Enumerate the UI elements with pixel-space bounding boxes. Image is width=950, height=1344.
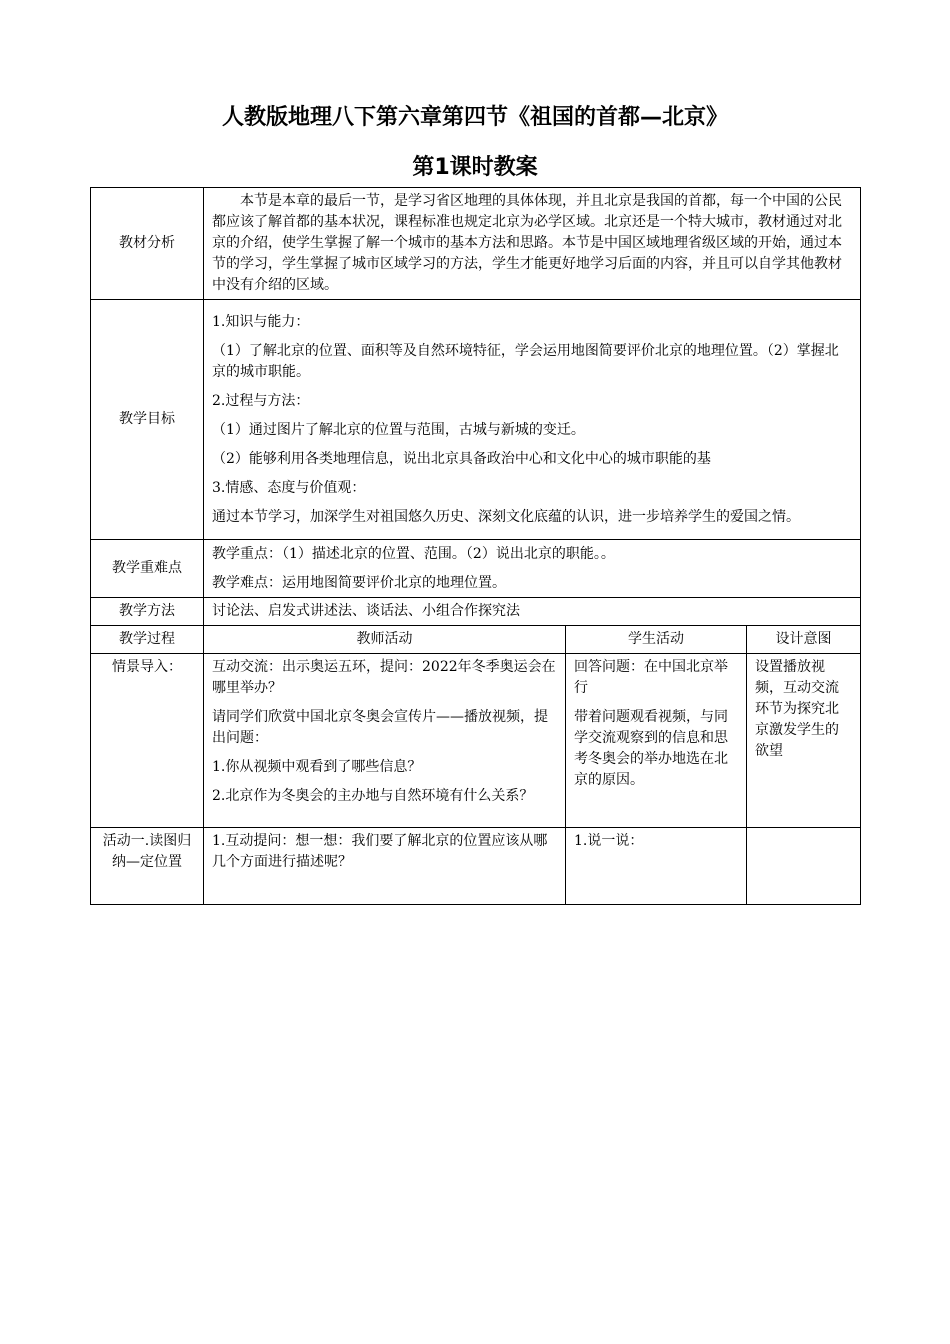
goal-line: 3.情感、态度与价值观： <box>212 479 366 496</box>
goal-line: （1）通过图片了解北京的位置与范围，古城与新城的变迁。 <box>212 421 585 438</box>
intro-teacher <box>204 654 566 828</box>
header-teacher: 教师活动 <box>204 626 566 654</box>
analysis-text: 本节是本章的最后一节，是学习省区地理的具体体现，并且北京是我国的首都，每一个中国的公民都应该了解首都的基本状况，课程标准也规定北京为必学区域。北京还是一个特大城市，教材通过对北京的介绍，使学生掌握了解一个城市的基本方法和思路。本节是中国区域地理省级区域的开始，通过本节的学习，学生掌握了城市区域学习的方法，学生才能更好地学习后面的内容，并且可以自学其他教材中没有介绍的区域。 <box>212 193 842 293</box>
teacher-line: 互动交流：出示奥运五环，提问：2022年冬季奥运会在哪里举办？ <box>212 659 556 696</box>
header-intent: 设计意图 <box>747 626 861 654</box>
activity1-teacher: 1.互动提问：想一想：我们要了解北京的位置应该从哪几个方面进行描述呢？ <box>204 828 566 905</box>
row-goals <box>91 300 861 540</box>
row-key-points <box>91 540 861 598</box>
activity1-stage: 活动一.读图归纳—定位置 <box>91 828 204 905</box>
activity1-student: 1.说一说： <box>566 828 747 905</box>
row-methods <box>91 598 861 626</box>
goals-content <box>204 300 861 540</box>
row-intro <box>91 654 861 828</box>
analysis-content <box>204 188 861 300</box>
key-points-label: 教学重难点 <box>91 540 204 598</box>
intro-stage: 情景导入： <box>91 654 204 828</box>
goals-label: 教学目标 <box>91 300 204 540</box>
activity1-intent <box>747 828 861 905</box>
teacher-line: 请同学们欣赏中国北京冬奥会宣传片——播放视频，提出问题： <box>212 709 548 746</box>
header-process: 教学过程 <box>91 626 204 654</box>
goal-line: （2）能够利用各类地理信息，说出北京具备政治中心和文化中心的城市职能的基 <box>212 450 711 467</box>
key-focus: 教学重点：（1）描述北京的位置、范围。（2）说出北京的职能。。 <box>212 545 615 562</box>
document-title: 人教版地理八下第六章第四节《祖国的首都—北京》 <box>221 105 728 130</box>
student-line: 带着问题观看视频，与同学交流观察到的信息和思考冬奥会的举办地选在北京的原因。 <box>574 709 728 788</box>
goal-line: 通过本节学习，加深学生对祖国悠久历史、深刻文化底蕴的认识，进一步培养学生的爱国之情。 <box>212 508 800 525</box>
lesson-plan-table <box>90 187 861 905</box>
student-line: 回答问题：在中国北京举行 <box>574 659 728 696</box>
goal-line: 2.过程与方法： <box>212 392 310 409</box>
header-student: 学生活动 <box>566 626 747 654</box>
intent-text: 设置播放视频，互动交流环节为探究北京激发学生的欲望 <box>755 659 839 759</box>
key-points-content <box>204 540 861 598</box>
analysis-label: 教材分析 <box>91 188 204 300</box>
goal-line: 1.知识与能力： <box>212 313 310 330</box>
teacher-line: 2.北京作为冬奥会的主办地与自然环境有什么关系？ <box>212 788 534 804</box>
methods-label: 教学方法 <box>91 598 204 626</box>
document-subtitle: 第1课时教案 <box>412 155 538 180</box>
key-difficulty: 教学难点：运用地图简要评价北京的地理位置。 <box>212 574 506 591</box>
teacher-line: 1.你从视频中观看到了哪些信息？ <box>212 759 422 775</box>
intro-student <box>566 654 747 828</box>
row-activity1 <box>91 828 861 905</box>
row-analysis <box>91 188 861 300</box>
row-process-header <box>91 626 861 654</box>
goal-line: （1）了解北京的位置、面积等及自然环境特征，学会运用地图简要评价北京的地理位置。（2）掌握北京的城市职能。 <box>212 342 839 380</box>
intro-intent <box>747 654 861 828</box>
methods-text: 讨论法、启发式讲述法、谈话法、小组合作探究法 <box>204 598 861 626</box>
